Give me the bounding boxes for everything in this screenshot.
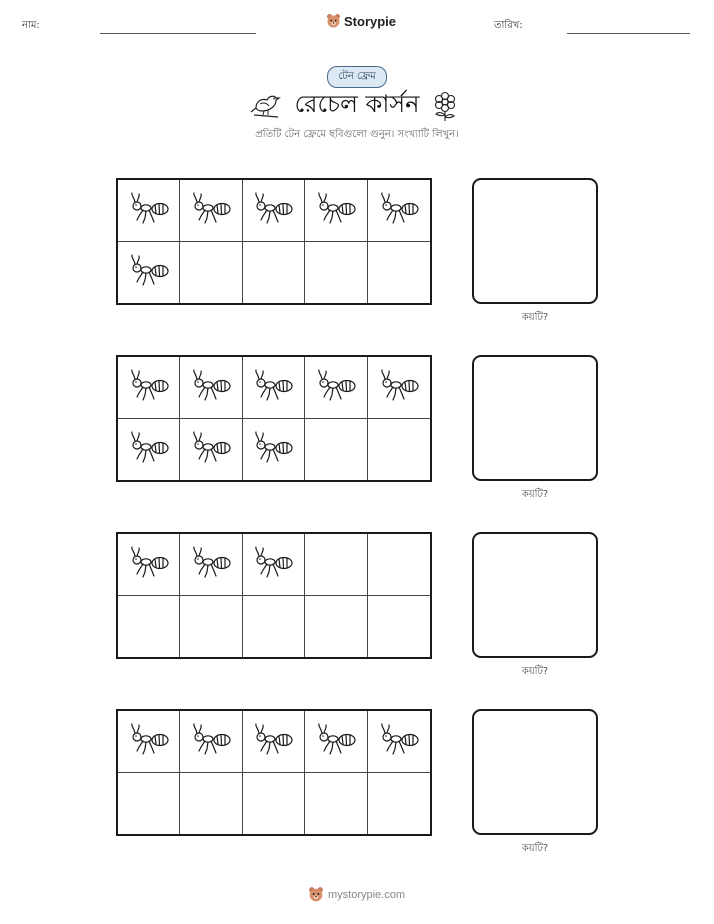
answer-box-3[interactable] [472,532,598,658]
ten-frame-cell [305,711,367,773]
ten-frame-cell [180,534,242,596]
ten-frame-1 [116,178,432,305]
ten-frame-cell [180,357,242,419]
storypie-bear-icon [326,13,341,29]
ten-frame-cell [118,773,180,835]
ant-icon [190,722,232,760]
ten-frame-cell [368,711,430,773]
name-label: নাম: [22,20,40,31]
ten-frame-cell [118,534,180,596]
ant-icon [128,722,170,760]
ant-icon [315,191,357,229]
name-field[interactable] [100,33,256,34]
storypie-logo [326,13,396,29]
ten-frame-cell [243,419,305,481]
ten-frame-cell [180,180,242,242]
count-question-4: কয়টি? [521,843,549,854]
ten-frame-cell [305,596,367,658]
ten-frame-cell [118,180,180,242]
ten-frame-cell [243,711,305,773]
answer-box-4[interactable] [472,709,598,835]
ant-icon [128,368,170,406]
ant-icon [315,722,357,760]
ten-frame-cell [180,596,242,658]
ten-frame-cell [180,419,242,481]
ten-frame-cell [118,357,180,419]
ant-icon [190,368,232,406]
ant-icon [190,191,232,229]
page-title: রেচেল কার্সন [294,90,420,118]
ten-frame-cell [118,242,180,304]
ant-icon [128,191,170,229]
ant-icon [252,545,294,583]
ten-frame-cell [305,180,367,242]
ten-frame-cell [243,596,305,658]
ten-frame-cell [243,357,305,419]
ten-frame-cell [118,596,180,658]
ten-frame-cell [243,773,305,835]
ant-icon [378,368,420,406]
ten-frame-cell [118,711,180,773]
ten-frame-cell [118,419,180,481]
ten-frame-cell [368,180,430,242]
ant-icon [315,368,357,406]
count-question-1: কয়টি? [521,312,549,323]
date-label: তারিখ: [494,20,523,31]
ant-icon [378,722,420,760]
ten-frame-cell [368,419,430,481]
footer-url: mystorypie.com [328,888,406,901]
ten-frame-2 [116,355,432,482]
count-question-3: কয়টি? [521,666,549,677]
ant-icon [378,191,420,229]
answer-box-1[interactable] [472,178,598,304]
ant-icon [252,368,294,406]
ant-icon [252,430,294,468]
answer-box-2[interactable] [472,355,598,481]
ant-icon [252,722,294,760]
ant-icon [128,253,170,291]
ten-frame-cell [305,242,367,304]
ten-frame-cell [243,534,305,596]
ten-frame-cell [368,242,430,304]
ten-frame-cell [368,357,430,419]
ten-frame-cell [305,419,367,481]
ten-frame-3 [116,532,432,659]
ten-frame-cell [243,180,305,242]
ant-icon [128,545,170,583]
ten-frame-cell [305,357,367,419]
ten-frame-cell [180,242,242,304]
ten-frame-cell [305,773,367,835]
ant-icon [128,430,170,468]
flower-icon [430,90,460,122]
storypie-bear-icon [308,886,324,903]
date-field[interactable] [567,33,690,34]
ten-frame-cell [243,242,305,304]
ten-frame-cell [180,711,242,773]
ten-frame-cell [368,773,430,835]
count-question-2: কয়টি? [521,489,549,500]
worksheet-type-badge: টেন ফ্রেম [327,66,387,88]
ten-frame-cell [368,596,430,658]
ten-frame-cell [368,534,430,596]
ten-frame-4 [116,709,432,836]
footer [308,886,405,903]
ten-frame-cell [180,773,242,835]
ant-icon [190,545,232,583]
brand-name: Storypie [344,13,397,29]
ant-icon [252,191,294,229]
ant-icon [190,430,232,468]
ten-frame-cell [305,534,367,596]
instructions: প্রতিটি টেন ফ্রেমে ছবিগুলো গুনুন। সংখ্যাটি লিখুন। [255,129,459,140]
